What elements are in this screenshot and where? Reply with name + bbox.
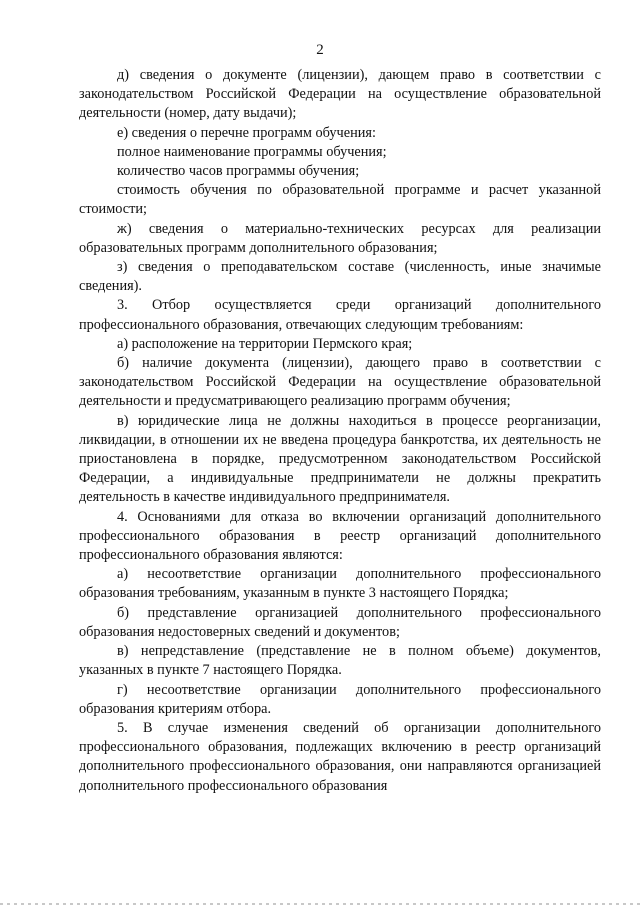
paragraph-5-changes: 5. В случае изменения сведений об организации дополнительного профессионального образования, подлежащих включению в реестр организаций дополнительного профессионального образования, они направляются организацией дополнительного профессионального образования: [79, 719, 601, 794]
paragraph-e-program-list: е) сведения о перечне программ обучения:: [117, 124, 376, 141]
paragraph-program-full-name: полное наименование программы обучения;: [117, 143, 387, 160]
paragraph-3a-location: а) расположение на территории Пермского края;: [117, 335, 413, 352]
paragraph-4a-nonconformity: а) несоответствие организации дополнительного профессионального образования требованиям, указанным в пункте 3 настоящего Порядка;: [79, 566, 601, 602]
paragraph-4g-criteria-mismatch: г) несоответствие организации дополнительного профессионального образования критериям отбора.: [79, 681, 601, 717]
paragraph-program-hours: количество часов программы обучения;: [117, 163, 360, 180]
paragraph-zh-material-resources: ж) сведения о материально-технических ресурсах для реализации образовательных программ дополнительного образования;: [79, 220, 601, 256]
paragraph-3b-license: б) наличие документа (лицензии), дающего право в соответствии с законодательством Российской Федерации на осуществление образовательной деятельности и предусматривающего реализацию программ обучения;: [79, 355, 601, 410]
paragraph-3v-legal-status: в) юридические лица не должны находиться в процессе реорганизации, ликвидации, в отношении их не введена процедура банкротства, их деятельность не приостановлена в порядке, предусмотренном законодательством Российской Федерации, а индивидуальные предприниматели не должны прекратить деятельность в качестве индивидуального предпринимателя.: [79, 412, 601, 506]
paragraph-4b-false-info: б) представление организацией дополнительного профессионального образования недостоверных сведений и документов;: [79, 604, 601, 640]
paragraph-4v-missing-documents: в) непредставление (представление не в полном объеме) документов, указанных в пункте 7 настоящего Порядка.: [79, 643, 601, 679]
paragraph-4-refusal-grounds: 4. Основаниями для отказа во включении организаций дополнительного профессионального образования в реестр организаций дополнительного профессионального образования являются:: [79, 508, 601, 564]
paragraph-3-selection: 3. Отбор осуществляется среди организаций дополнительного профессионального образования, отвечающих следующим требованиям:: [79, 297, 601, 333]
page-number: 2: [316, 42, 324, 58]
paragraph-d-license-info: д) сведения о документе (лицензии), дающем право в соответствии с законодательством Российской Федерации на осуществление образовательной деятельности (номер, дату выдачи);: [79, 67, 601, 122]
paragraph-z-teaching-staff: з) сведения о преподавательском составе (численность, иные значимые сведения).: [79, 259, 601, 295]
document-body: [79, 66, 601, 796]
paragraph-program-cost: стоимость обучения по образовательной программе и расчет указанной стоимости;: [79, 182, 601, 218]
